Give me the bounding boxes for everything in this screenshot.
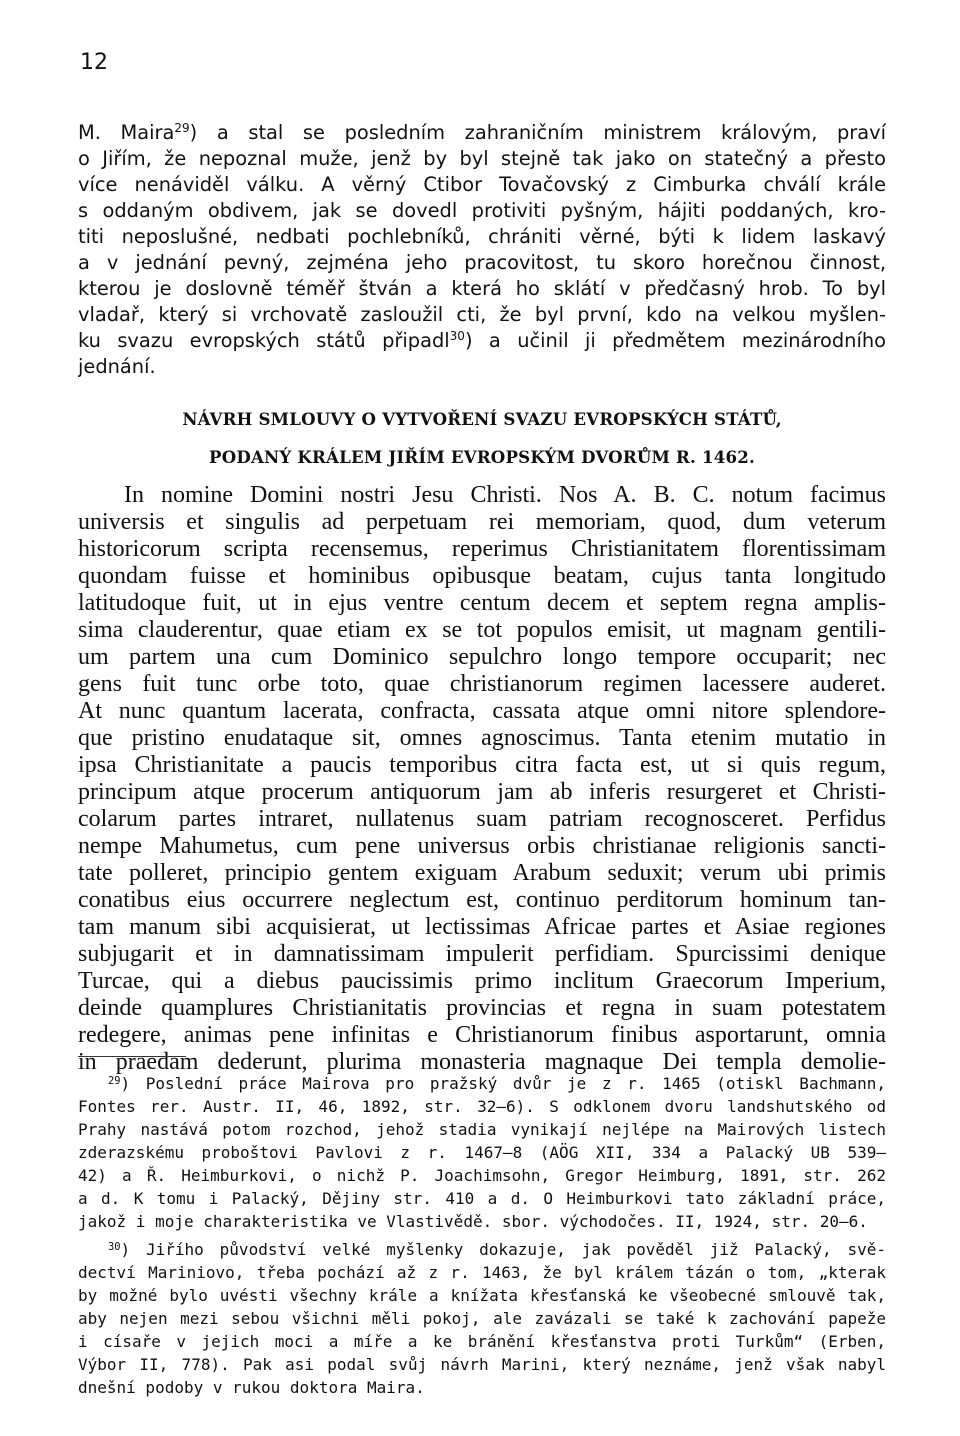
text-line: colarum partes intraret, nullatenus suam patriam recognosceret. Perfidus <box>78 806 886 832</box>
footnote-ref-29[interactable]: 29 <box>174 121 190 135</box>
text-line: M. Maira$^{29}$) a stal se posledním zahraničním ministrem královým, praví <box>78 121 886 144</box>
footnote-29 <box>78 1072 886 1233</box>
text-line: que pristino enudataque sit, omnes agnoscimus. Tanta etenim mutatio in <box>78 725 886 751</box>
footnote-line: Fontes rer. Austr. II, 46, 1892, str. 32—6). S odklonem dvoru landshutského od <box>78 1097 886 1116</box>
footnote-mark: 29 <box>108 1075 121 1087</box>
footnote-mark: 30 <box>108 1241 121 1253</box>
text-line: deinde quamplures Christianitatis provincias et regna in suam potestatem <box>78 995 886 1021</box>
text-line: In nomine Domini nostri Jesu Christi. Nos A. B. C. notum facimus <box>124 482 886 508</box>
text-line: historicorum scripta recensemus, reperimus Christianitatem florentissimam <box>78 536 886 562</box>
text-line: Turcae, qui a diebus paucissimis primo inclitum Graecorum Imperium, <box>78 968 886 994</box>
text-line: nempe Mahumetus, cum pene universus orbis christianae religionis sancti- <box>78 833 886 859</box>
footnote-line: $^{30}$) Jiřího původství velké myšlenky dokazuje, jak pověděl již Palacký, svě- <box>108 1240 886 1259</box>
footnote-line: dectví Mariniovo, třeba pochází až z r. 1463, že byl králem tázán o tom, „kterak <box>78 1263 886 1282</box>
text-line: conatibus eius occurrere neglectum est, continuo perditorum hominum tan- <box>78 887 886 913</box>
text-line: ku svazu evropských států připadl$^{30}$) a učinil ji předmětem mezinárodního <box>78 329 886 352</box>
heading-line-1: NÁVRH SMLOUVY O VYTVOŘENÍ SVAZU EVROPSKÝCH STÁTŮ, <box>182 409 782 429</box>
footnote-line: dnešní podoby v rukou doktora Maira. <box>78 1378 425 1397</box>
footnote-line: Prahy nastává potom rozchod, jehož stadia vynikají nejlépe na Mairových listech <box>78 1120 886 1139</box>
text-line: ipsa Christianitate a paucis temporibus citra facta est, ut si quis regum, <box>78 752 886 778</box>
text-line: o Jiřím, že nepoznal muže, jenž by byl stejně tak jako on statečný a přesto <box>78 147 886 170</box>
footnote-line: by možné bylo uvésti všechny krále a knížata křesťanská ke všeobecné smlouvě tak, <box>78 1286 886 1305</box>
text-line: vladař, který si vrchovatě zasloužil cti, že byl první, kdo na velkou myšlen- <box>78 303 886 326</box>
footnote-ref-30[interactable]: 30 <box>449 329 465 343</box>
footnote-line: aby nejen mezi sebou všichni měli pokoj, ale zavázali se také k zachování papeže <box>78 1309 886 1328</box>
text-line: At nunc quantum lacerata, confracta, cassata atque omni nitore splendore- <box>78 698 886 724</box>
footnote-line: $^{29}$) Poslední práce Mairova pro pražský dvůr je z r. 1465 (otiskl Bachmann, <box>108 1074 886 1093</box>
text-line: jednání. <box>78 355 156 378</box>
text-line: quondam fuisse et hominibus opibusque beatam, cujus tanta longitudo <box>78 563 886 589</box>
text-line: tam manum sibi acquisierat, ut lectissimas Africae partes et Asiae regiones <box>78 914 886 940</box>
text-line: in praedam dederunt, plurima monasteria magnaque Dei templa demolie- <box>78 1049 886 1075</box>
footnote-line: zderazskému proboštovi Pavlovi z r. 1467—8 (AÖG XII, 334 a Palacký UB 539— <box>78 1143 886 1162</box>
text-line: tate polleret, principio gentem exiguam Arabum seduxit; verum ubi primis <box>78 860 886 886</box>
text-line: gens fuit tunc orbe toto, quae christianorum regimen lacessere auderet. <box>78 671 886 697</box>
heading-line-2: PODANÝ KRÁLEM JIŘÍM EVROPSKÝM DVORŮM R. 1462. <box>209 447 755 467</box>
latin-treaty-text <box>78 482 886 1076</box>
footnote-line: Výbor II, 778). Pak asi podal svůj návrh Marini, který neznáme, jenž však nabyl <box>78 1355 886 1374</box>
footnote-30 <box>78 1238 886 1399</box>
footnote-line: 42) a Ř. Heimburkovi, o nichž P. Joachimsohn, Gregor Heimburg, 1891, str. 262 <box>78 1166 886 1185</box>
footnote-line: a d. K tomu i Palacký, Dějiny str. 410 a d. O Heimburkovi tato základní práce, <box>78 1189 886 1208</box>
intro-paragraph <box>78 120 886 380</box>
section-heading <box>78 404 886 472</box>
text-line: principum atque procerum antiquorum jam ab inferis resurgeret et Christi- <box>78 779 886 805</box>
footnote-line: jakož i moje charakteristika ve Vlastivědě. sbor. východočes. II, 1924, str. 20—6. <box>78 1212 868 1231</box>
text-line: titi neposlušné, nedbati pochlebníků, chrániti věrné, býti k lidem laskavý <box>78 225 886 248</box>
text-line: s oddaným obdivem, jak se dovedl protiviti pyšným, hájiti poddaných, kro- <box>78 199 886 222</box>
text-line: subjugarit et in damnatissimam impulerit perfidiam. Spurcissimi denique <box>78 941 886 967</box>
text-line: a v jednání pevný, zejména jeho pracovitost, tu skoro horečnou činnost, <box>78 251 886 274</box>
text-line: um partem una cum Dominico sepulchro longo tempore occuparit; nec <box>78 644 886 670</box>
page-number: 12 <box>80 50 108 75</box>
text-line: universis et singulis ad perpetuam rei memoriam, quod, dum veterum <box>78 509 886 535</box>
text-line: kterou je doslovně téměř štván a která ho sklátí v předčasný hrob. To byl <box>78 277 886 300</box>
footnote-line: i císaře v jejich moci a míře a ke bránění křesťanstva proti Turkům“ (Erben, <box>78 1332 886 1351</box>
text-line: sima clauderentur, quae etiam ex se tot populos emisit, ut magnam gentili- <box>78 617 886 643</box>
footnote-divider <box>78 1056 186 1057</box>
text-line: více nenáviděl válku. A věrný Ctibor Tovačovský z Cimburka chválí krále <box>78 173 886 196</box>
text-line: latitudoque fuit, ut in ejus ventre centum decem et septem regna amplis- <box>78 590 886 616</box>
text-line: redegere, animas pene infinitas e Christianorum finibus asportarunt, omnia <box>78 1022 886 1048</box>
